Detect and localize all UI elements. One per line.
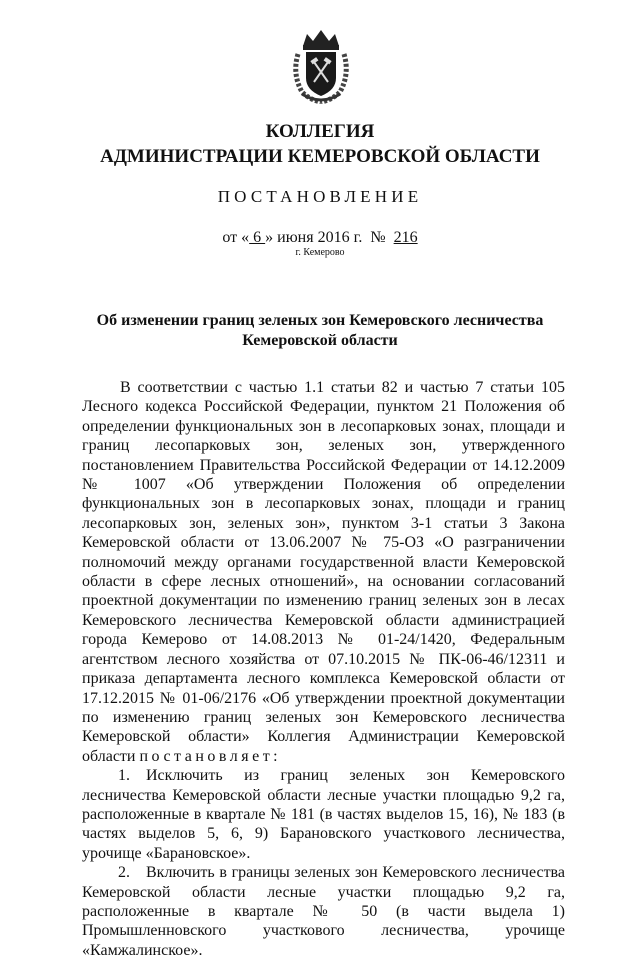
document-type: ПОСТАНОВЛЕНИЕ (217, 187, 423, 206)
document-number: 216 (393, 229, 418, 246)
date-month-year: » июня 2016 г. (265, 229, 363, 246)
resolution-item-1: 1. Исключить из границ зеленых зон Кемеровского лесничества Кемеровской области лесные участки площадью 9,2 га, расположенные в квартале № 181 (в частях выделов 15, 16), № 183 (в частях выделов 5, 6, 9) Барановского участкового лесничества, урочище «Барановское». (82, 767, 565, 862)
kemerovo-coat-of-arms-icon (290, 26, 352, 104)
date-prefix: от « (222, 229, 250, 246)
document-body (82, 378, 565, 960)
resolution-item-2: 2. Включить в границы зеленых зон Кемеровского лесничества Кемеровской области лесные участки площадью 9,2 га, расположенные в квартале № 50 (в части выдела 1) Промышленновского участкового лесничества, урочище «Камжалинское». (82, 864, 565, 959)
org-name-line1: КОЛЛЕГИЯ (265, 121, 375, 142)
document-date-number (0, 228, 640, 248)
resolves-word: постановляет: (139, 747, 282, 765)
preamble-text: В соответствии с частью 1.1 статьи 82 и частью 7 статьи 105 Лесного кодекса Российской Федерации, пунктом 21 Положения об определении функциональных зон в лесопарковых зонах, площади и границ лесопарковых зон, зеленых зон, утвержденного постановлением Правительства Российской Федерации от 14.12.2009 № 1007 «Об утверждении Положения об определении функциональных зон в лесопарковых зонах, площади и границ лесопарковых зон, зеленых зон», пунктом 3-1 статьи 3 Закона Кемеровской области от 13.06.2007 № 75-ОЗ «О разграничении полномочий между органами государственной власти Кемеровской области в сфере лесных отношений», на основании согласований проектной документации по изменению границ зеленых зон в лесах Кемеровского лесничества Кемеровской области администрацией города Кемерово от 14.08.2013 № 01-24/1420, Федеральным агентством лесного хозяйства от 07.10.2015 № ПК-06-46/12311 и приказа департамента лесного комплекса Кемеровской области от 17.12.2015 № 01-06/2176 «Об утверждении проектной документации по изменению границ зеленых зон Кемеровского лесничества Кемеровской области» Коллегия Администрации Кемеровской области (82, 379, 565, 765)
number-label: № (370, 229, 386, 246)
title-line2: Кемеровской области (242, 332, 398, 349)
date-day: 6 (249, 229, 266, 246)
preamble-paragraph (82, 378, 565, 766)
title-line1: Об изменении границ зеленых зон Кемеровского лесничества (96, 312, 544, 329)
city-name: г. Кемерово (295, 247, 345, 258)
org-name-line2: АДМИНИСТРАЦИИ КЕМЕРОВСКОЙ ОБЛАСТИ (100, 146, 540, 167)
document-title (80, 311, 560, 351)
